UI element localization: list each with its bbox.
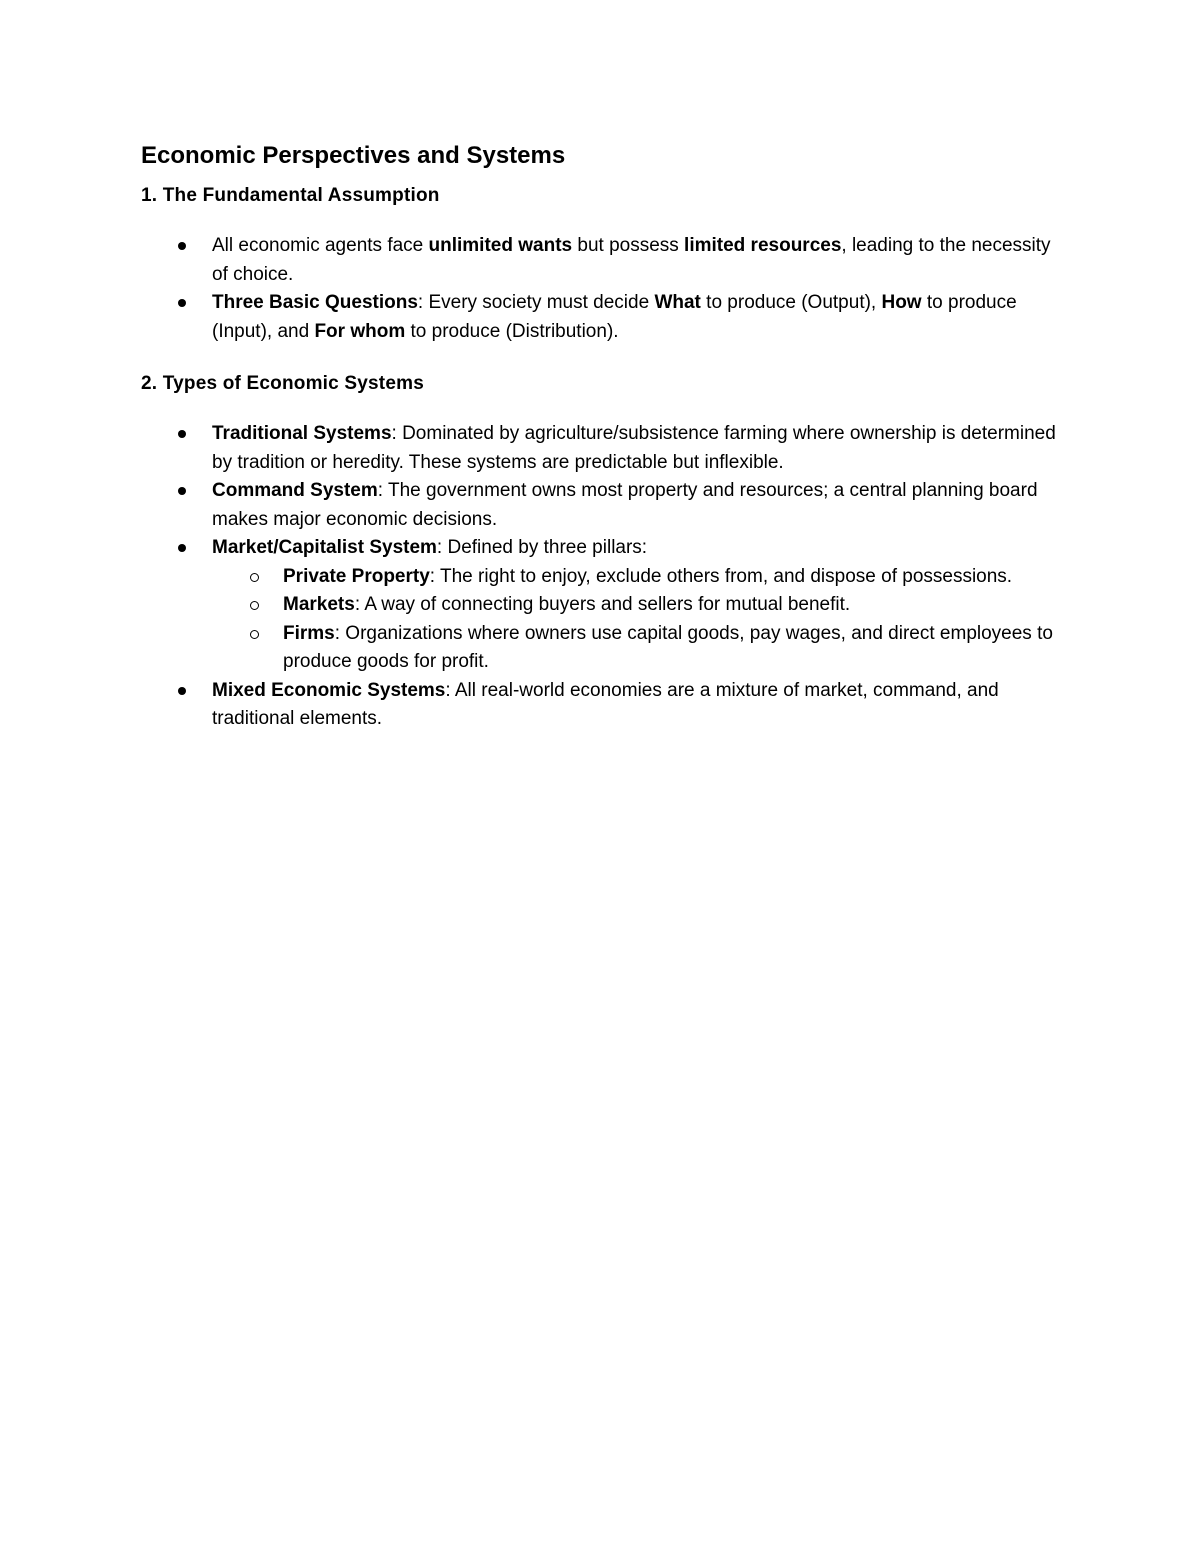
bold-term: Command System (212, 480, 378, 501)
bold-term: unlimited wants (428, 235, 573, 256)
bold-term: limited resources (684, 235, 842, 256)
filled-bullet-icon (178, 299, 186, 307)
document-title: Economic Perspectives and Systems (141, 142, 566, 169)
filled-bullet-icon (178, 242, 186, 250)
fundamental-assumption-list (141, 232, 1071, 346)
bold-term: What (654, 292, 701, 313)
bold-term: Markets (283, 594, 355, 615)
sub-list-item: Firms: Organizations where owners use capital goods, pay wages, and direct employees to produce goods for profit. (283, 620, 1071, 677)
list-item: Traditional Systems: Dominated by agriculture/subsistence farming where ownership is determined by tradition or heredity. These systems are predictable but inflexible. (212, 420, 1071, 477)
bold-term: Firms (283, 622, 335, 644)
list-item: Command System: The government owns most property and resources; a central planning board makes major economic decisions. (212, 477, 1071, 534)
hollow-bullet-icon (250, 601, 259, 610)
bold-term: Private Property (283, 565, 430, 587)
sub-list-item: Private Property: The right to enjoy, exclude others from, and dispose of possessions. (283, 563, 1071, 592)
market-pillars-list (212, 563, 1071, 677)
hollow-bullet-icon (250, 573, 259, 582)
section-heading-economic-systems: 2. Types of Economic Systems (141, 373, 424, 394)
document-page (141, 140, 1071, 734)
list-item: Three Basic Questions: Every society must decide What to produce (Output), How to produce (Input), and For whom to produce (Distribution). (212, 289, 1071, 346)
bold-term: For whom (314, 320, 406, 342)
filled-bullet-icon (178, 544, 186, 552)
bold-term: Three Basic Questions (212, 292, 418, 313)
filled-bullet-icon (178, 687, 186, 695)
economic-systems-list (141, 420, 1071, 734)
list-item: All economic agents face unlimited wants but possess limited resources, leading to the necessity of choice. (212, 232, 1071, 289)
bold-term: Traditional Systems (212, 423, 392, 444)
list-item: Mixed Economic Systems: All real-world economies are a mixture of market, command, and traditional elements. (212, 677, 1071, 734)
bold-term: Market/Capitalist System (212, 537, 437, 558)
sub-list-item: Markets: A way of connecting buyers and sellers for mutual benefit. (283, 591, 1071, 620)
filled-bullet-icon (178, 430, 186, 438)
list-item: Market/Capitalist System: Defined by three pillars: Private Property: The right to enjoy, exclude others from, and dispose of possessions. Markets: A way of connecting buyers and sellers for mutual benefit. Firms: Organizations where owners use capital goods, pay wages, and direct employees to produce goods for profit. (212, 534, 1071, 677)
hollow-bullet-icon (250, 630, 259, 639)
filled-bullet-icon (178, 487, 186, 495)
bold-term: Mixed Economic Systems (212, 679, 446, 701)
section-heading-fundamental-assumption: 1. The Fundamental Assumption (141, 185, 440, 206)
bold-term: How (881, 292, 922, 313)
